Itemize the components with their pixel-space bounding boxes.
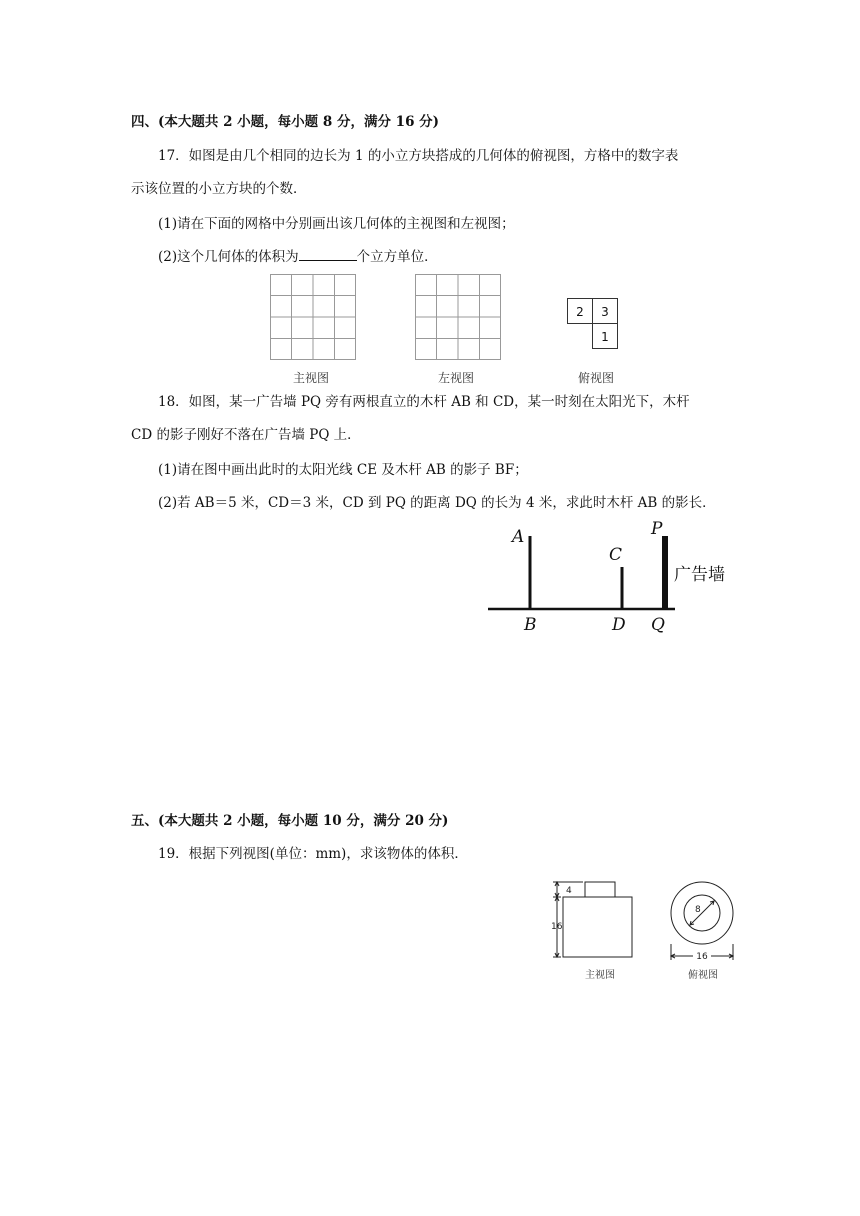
q18-part-2: (2)若 AB＝5 米，CD＝3 米，CD 到 PQ 的距离 DQ 的长为 4 米，求此时木杆 AB 的影长．: [158, 495, 716, 511]
left-view-caption: 左视图: [438, 371, 475, 385]
q19-line-1: 19．根据下列视图(单位：mm)，求该物体的体积．: [158, 846, 468, 862]
front-view-caption: 主视图: [293, 371, 330, 385]
q19-front-caption: 主视图: [585, 970, 615, 981]
label-p: P: [651, 519, 663, 539]
top-view-diagram: [567, 298, 619, 350]
top-view-number: 1: [601, 330, 609, 344]
q19-top-view: [665, 876, 740, 966]
q18-part-1: (1)请在图中画出此时的太阳光线 CE 及木杆 AB 的影子 BF；: [158, 462, 528, 478]
top-view-number: 3: [601, 305, 609, 319]
dim-inner: 8: [695, 905, 701, 915]
label-b: B: [524, 615, 537, 635]
answer-blank: [299, 248, 357, 261]
dim-width: 16: [696, 952, 708, 962]
q17-part-2-before: (2)这个几何体的体积为: [158, 249, 299, 265]
left-view-grid: [415, 274, 501, 360]
q17-part-1: (1)请在下面的网格中分别画出该几何体的主视图和左视图；: [158, 216, 515, 232]
q18-line-2: CD 的影子刚好不落在广告墙 PQ 上．: [131, 427, 361, 443]
label-c: C: [609, 545, 623, 565]
q19-front-view: [548, 878, 638, 960]
q18-line-1: 18．如图，某一广告墙 PQ 旁有两根直立的木杆 AB 和 CD，某一时刻在太阳光下，木杆: [158, 394, 690, 410]
top-view-number: 2: [576, 305, 584, 319]
label-q: Q: [651, 615, 665, 635]
q17-line-2: 示该位置的小立方块的个数．: [131, 181, 307, 197]
poles-diagram: [485, 520, 745, 635]
dim-side: 16: [551, 922, 563, 932]
top-view-caption: 俯视图: [578, 371, 615, 385]
label-d: D: [612, 615, 626, 635]
wall-label: 广告墙: [674, 565, 725, 585]
dim-top: 4: [566, 886, 572, 896]
q17-part-2: [158, 248, 438, 266]
q17-part-2-after: 个立方单位．: [356, 249, 438, 265]
label-a: A: [512, 527, 525, 547]
front-view-grid: [270, 274, 356, 360]
q17-line-1: 17．如图是由几个相同的边长为 1 的小立方块搭成的几何体的俯视图，方格中的数字表: [158, 148, 679, 164]
q19-top-caption: 俯视图: [688, 970, 718, 981]
section-5-heading: 五、(本大题共 2 小题，每小题 10 分，满分 20 分): [131, 813, 449, 829]
section-4-heading: 四、(本大题共 2 小题，每小题 8 分，满分 16 分): [131, 114, 440, 130]
